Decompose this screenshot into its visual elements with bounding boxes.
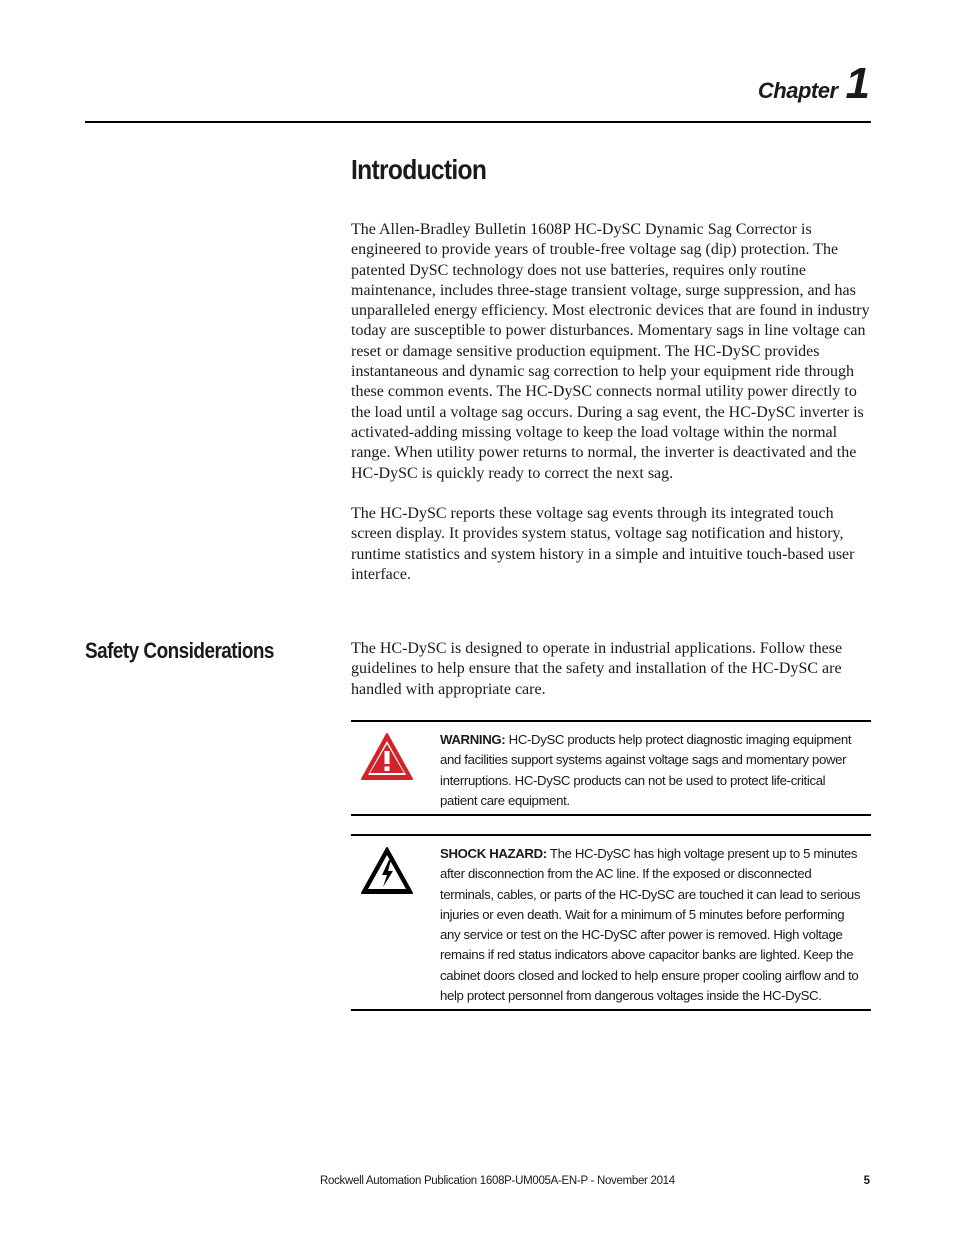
- safety-paragraph: The HC-DySC is designed to operate in industrial applications. Follow these guidelines to help ensure that the safety and installation of the HC-DySC are handled with appropriate care.: [351, 640, 843, 698]
- shock-hazard-body: The HC-DySC has high voltage present up to 5 minutes after disconnection from the AC line. If the exposed or disconnected terminals, cables, or parts of the HC-DySC are touched it can lead to serious injuries or even death. Wait for a minimum of 5 minutes before performing any service or test on the HC-DySC after power is removed. High voltage remains if red status indicators above capacitor banks are lighted. Keep the cabinet doors closed and locked to help ensure proper cooling airflow and to help protect personnel from dangerous voltages inside the HC-DySC.: [440, 846, 861, 1004]
- warning-text: [440, 730, 864, 811]
- shock-hazard-icon: [360, 846, 414, 896]
- intro-paragraph-2: The HC-DySC reports these voltage sag events through its integrated touch screen display. It provides system status, voltage sag notification and history, runtime statistics and system history in a simple and intuitive touch-based user interface.: [351, 505, 855, 583]
- shock-hazard-notice: [351, 834, 871, 1011]
- warning-body: HC-DySC products help protect diagnostic imaging equipment and facilities support systems against voltage sags and momentary power interruptions. HC-DySC products can not be used to protect life-critical patient care equipment.: [440, 732, 852, 808]
- warning-triangle-icon: [360, 732, 414, 782]
- chapter-number: 1: [845, 59, 870, 108]
- shock-hazard-lead: SHOCK HAZARD:: [440, 846, 547, 861]
- intro-paragraph-1: The Allen-Bradley Bulletin 1608P HC-DySC Dynamic Sag Corrector is engineered to provide years of trouble-free voltage sag (dip) protection. The patented DySC technology does not use batteries, requires only routine maintenance, includes three-stage transient voltage, surge suppression, and has unparalleled energy efficiency. Most electronic devices that are found in industry today are susceptible to power disturbances. Momentary sags in line voltage can reset or damage sensitive production equipment. The HC-DySC provides instantaneous and dynamic sag correction to help your equipment ride through these common events. The HC-DySC connects normal utility power directly to the load until a voltage sag occurs. During a sag event, the HC-DySC inverter is activated-adding missing voltage to keep the load voltage within the normal range. When utility power returns to normal, the inverter is deactivated and the HC-DySC is quickly ready to correct the next sag.: [351, 221, 870, 482]
- footer-publication: Rockwell Automation Publication 1608P-UM005A-EN-P - November 2014: [320, 1175, 675, 1187]
- warning-lead: WARNING:: [440, 732, 506, 747]
- section-heading-safety: Safety Considerations: [85, 638, 274, 663]
- chapter-heading: [757, 59, 870, 108]
- chapter-divider: [85, 121, 871, 123]
- page-number: 5: [863, 1175, 870, 1187]
- warning-notice: [351, 720, 871, 816]
- shock-hazard-text: [440, 844, 864, 1006]
- chapter-label: Chapter: [757, 78, 838, 103]
- page-title: Introduction: [351, 154, 487, 185]
